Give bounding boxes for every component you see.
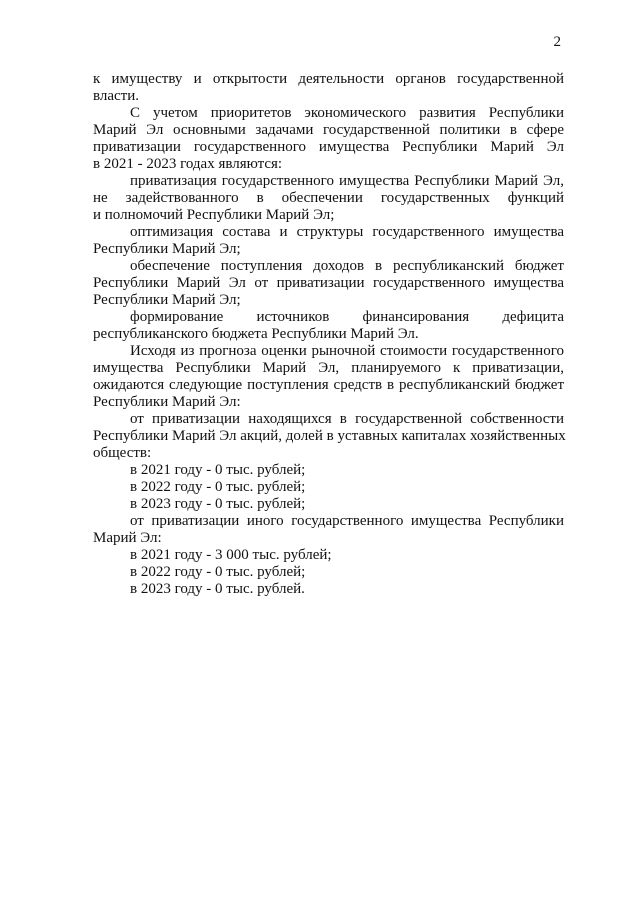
text-line: Республики Марий Эл;: [93, 241, 241, 257]
text-line: Республики Марий Эл акций, долей в уставных капиталах хозяйственных: [93, 428, 566, 444]
text-line: в 2022 году - 0 тыс. рублей;: [130, 564, 306, 580]
text-line: власти.: [93, 88, 140, 104]
text-line: С учетом приоритетов экономического развития Республики: [130, 105, 564, 121]
text-line: Марий Эл основными задачами государственной политики в сфере: [93, 122, 564, 138]
text-line: Республики Марий Эл;: [93, 292, 241, 308]
text-line: Республики Марий Эл:: [93, 394, 241, 410]
text-line: формирование источников финансирования дефицита: [130, 309, 564, 325]
text-line: обществ:: [93, 445, 152, 461]
text-line: Марий Эл:: [93, 530, 162, 546]
text-line: и полномочий Республики Марий Эл;: [93, 207, 335, 223]
text-line: Исходя из прогноза оценки рыночной стоимости государственного: [130, 343, 564, 359]
text-line: оптимизация состава и структуры государственного имущества: [130, 224, 564, 240]
document-body: [93, 71, 564, 598]
text-line: приватизации государственного имущества Республики Марий Эл: [93, 139, 564, 155]
text-line: обеспечение поступления доходов в республиканский бюджет: [130, 258, 564, 274]
text-line: к имуществу и открытости деятельности органов государственной: [93, 71, 564, 87]
text-line: от приватизации иного государственного имущества Республики: [130, 513, 564, 529]
page-number: 2: [553, 34, 561, 50]
text-line: в 2021 - 2023 годах являются:: [93, 156, 283, 172]
text-line: в 2021 году - 0 тыс. рублей;: [130, 462, 306, 478]
text-line: в 2022 году - 0 тыс. рублей;: [130, 479, 306, 495]
text-line: приватизация государственного имущества Республики Марий Эл,: [130, 173, 564, 189]
text-line: имущества Республики Марий Эл, планируемого к приватизации,: [93, 360, 564, 376]
text-line: ожидаются следующие поступления средств в республиканский бюджет: [93, 377, 564, 393]
text-line: не задействованного в обеспечении государственных функций: [93, 190, 564, 206]
text-line: от приватизации находящихся в государственной собственности: [130, 411, 564, 427]
text-line: в 2021 году - 3 000 тыс. рублей;: [130, 547, 332, 563]
text-line: в 2023 году - 0 тыс. рублей;: [130, 496, 306, 512]
text-line: в 2023 году - 0 тыс. рублей.: [130, 581, 305, 597]
text-line: Республики Марий Эл от приватизации государственного имущества: [93, 275, 564, 291]
text-line: республиканского бюджета Республики Марий Эл.: [93, 326, 419, 342]
